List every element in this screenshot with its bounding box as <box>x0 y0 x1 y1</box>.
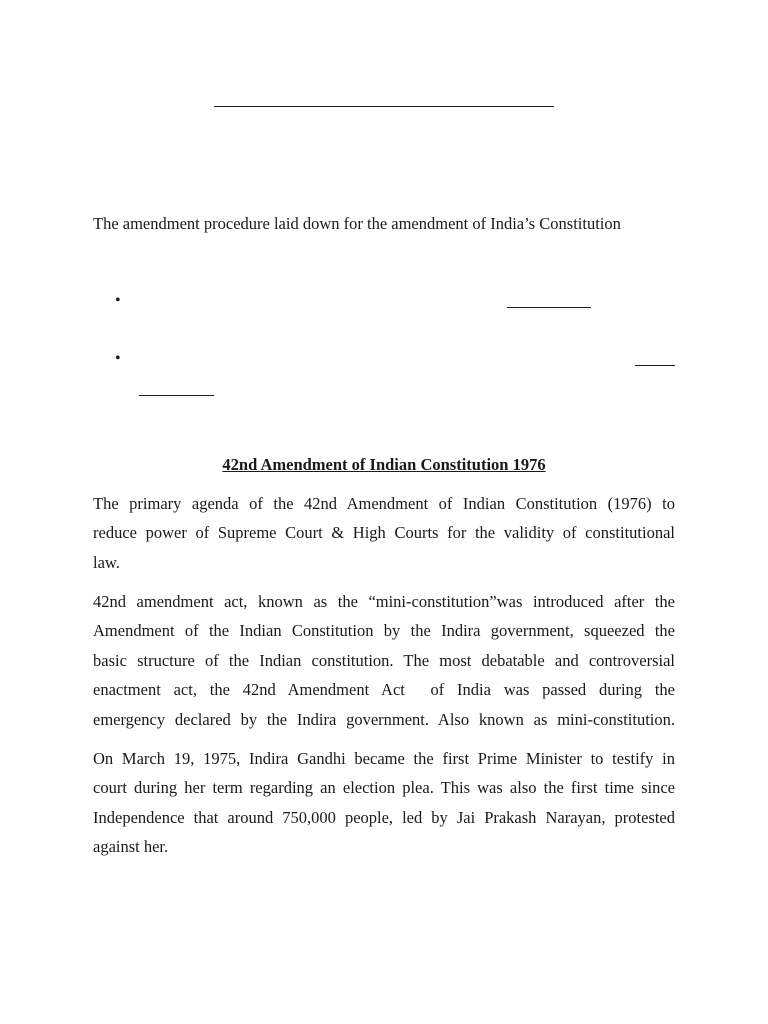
paragraph-3-line: Independence that around 750,000 people, led by Jai Prakash Narayan, protested <box>93 807 675 827</box>
bullet-2: • <box>115 350 121 367</box>
paragraph-1-line: The primary agenda of the 42nd Amendment of Indian Constitution (1976) to <box>93 494 675 513</box>
paragraph-2-line: basic structure of the Indian constitution. The most debatable and controversial <box>93 650 675 670</box>
bullet-1: • <box>115 292 121 309</box>
paragraph-1-line: law. <box>93 552 120 572</box>
paragraph-3-line: On March 19, 1975, Indira Gandhi became the first Prime Minister to testify in <box>93 749 675 768</box>
bullet-2-blank-line-continued <box>139 395 214 396</box>
paragraph-3 <box>93 744 675 862</box>
paragraph-2-line: 42nd amendment act, known as the “mini-constitution”was introduced after the <box>93 592 675 611</box>
paragraph-1-line: reduce power of Supreme Court & High Courts for the validity of constitutional <box>93 523 675 543</box>
paragraph-2-line: enactment act, the 42nd Amendment Act of India was passed during the <box>93 680 675 700</box>
intro-text: The amendment procedure laid down for the amendment of India’s Constitution <box>93 214 621 233</box>
paragraph-1 <box>93 489 675 577</box>
paragraph-2-line: emergency declared by the Indira government. Also known as mini-constitution. <box>93 709 675 729</box>
paragraph-3-line: against her. <box>93 837 169 857</box>
section-heading: 42nd Amendment of Indian Constitution 1976 <box>222 455 546 474</box>
paragraph-2 <box>93 587 675 734</box>
bullet-1-blank-line <box>507 307 591 308</box>
title-blank-line <box>214 106 554 107</box>
paragraph-2-line: Amendment of the Indian Constitution by the Indira government, squeezed the <box>93 621 675 641</box>
bullet-2-blank-line <box>635 365 675 366</box>
paragraph-3-line: court during her term regarding an election plea. This was also the first time since <box>93 778 675 798</box>
